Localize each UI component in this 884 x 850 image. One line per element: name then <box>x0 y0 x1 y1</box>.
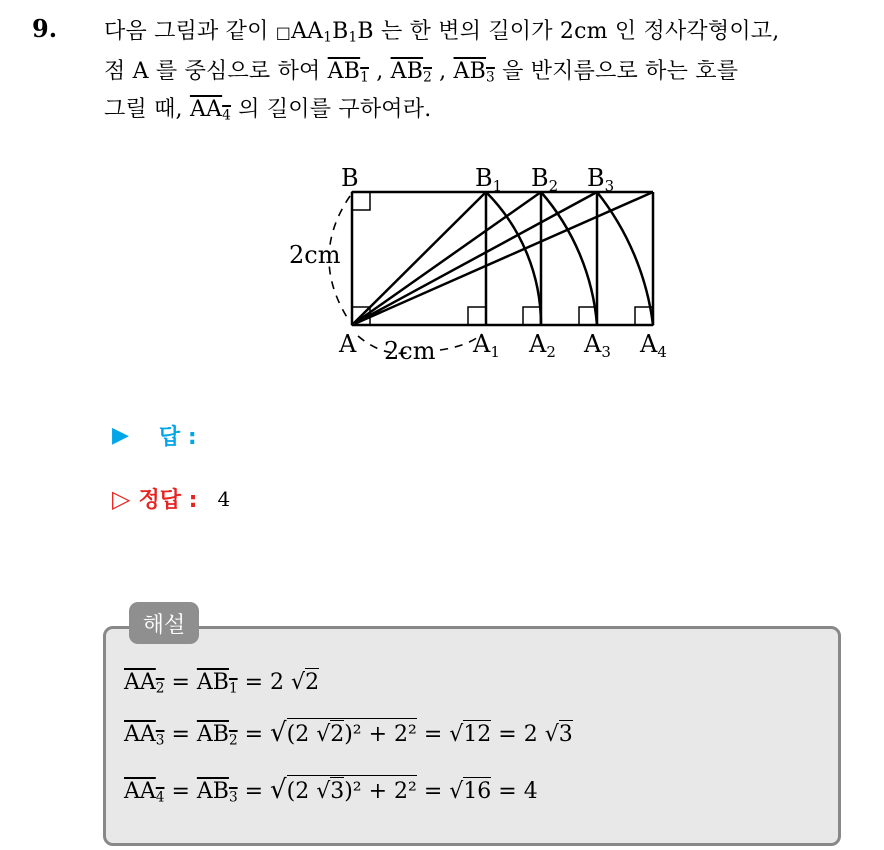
label-A2: $A_2$ <box>529 330 556 361</box>
label-B3: $B_3$ <box>587 164 615 195</box>
answer-label: 답 : <box>158 425 197 450</box>
answer-row <box>112 420 217 451</box>
solution-tab: 해설 <box>129 602 199 644</box>
label-A3: $A_3$ <box>584 330 611 361</box>
label-B: B <box>341 164 359 192</box>
question-number: 9. <box>32 14 58 43</box>
geometry-figure <box>0 0 884 400</box>
outline-triangle-icon: ▷ <box>112 484 131 513</box>
question-line-2: 점 A 를 중심으로 하여 $AB_1$ , $AB_2$ , $AB_3$ 을 반지름으로 하는 호를 <box>104 59 739 86</box>
label-vertical-2cm: 2cm <box>289 241 341 269</box>
solution-line-1: $AA_2 = AB_1 = 2$ √2 <box>124 670 320 697</box>
correct-answer-row <box>112 483 230 514</box>
correct-answer-label: 정답 : <box>138 488 198 513</box>
label-horizontal-2cm: 2cm <box>384 337 436 365</box>
label-A4: $A_4$ <box>640 330 667 361</box>
solution-line-2: $AA_3 = AB_2 = √(2$ √2)² + 2² = √12 = 2 √3 <box>124 718 573 749</box>
label-B1: $B_1$ <box>475 164 503 195</box>
solution-line-3: $AA_4 = AB_3 = √(2$ √3)² + 2² = √16 = 4 <box>124 775 538 806</box>
label-A1: $A_1$ <box>473 330 500 361</box>
play-triangle-icon: ▶ <box>112 423 129 448</box>
question-line-3: 그릴 때, $AA_4$ 의 길이를 구하여라. <box>104 97 432 124</box>
label-B2: $B_2$ <box>531 164 559 195</box>
correct-answer-value: 4 <box>217 486 231 511</box>
label-A: A <box>339 330 357 358</box>
question-line-1: 다음 그림과 같이 $□AA_1B_1B$ 는 한 변의 길이가 2cm 인 정사각형이고, <box>104 19 780 46</box>
